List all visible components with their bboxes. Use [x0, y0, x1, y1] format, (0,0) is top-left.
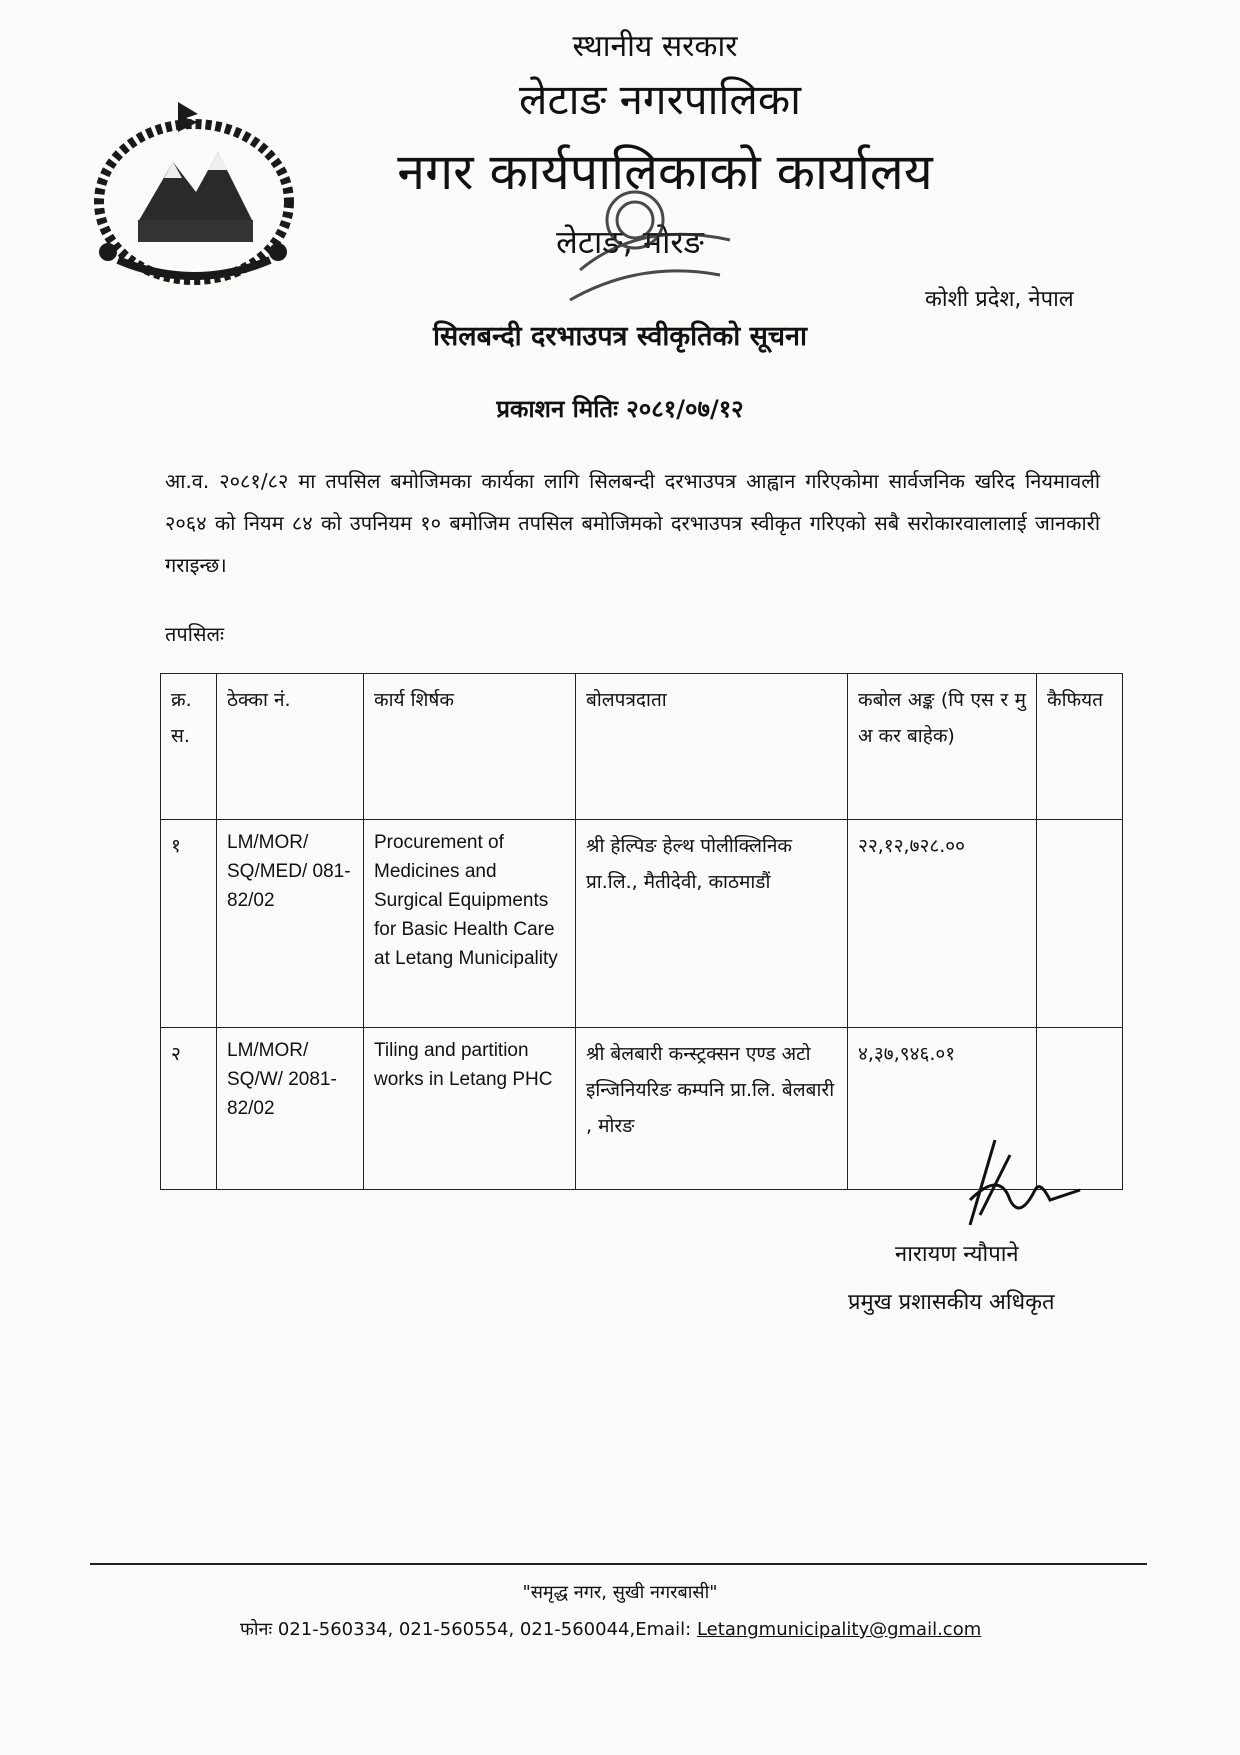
handwritten-signature-icon — [940, 1130, 1090, 1240]
cell-remarks — [1037, 820, 1123, 1028]
municipality-name: लेटाङ नगरपालिका — [519, 75, 801, 124]
cell-bidder: श्री हेल्पिङ हेल्थ पोलीक्लिनिक प्रा.लि., मैतीदेवी, काठमाडौं — [576, 820, 848, 1028]
footer-contact — [240, 1617, 981, 1641]
publication-date: प्रकाशन मितिः २०८१/०७/१२ — [496, 395, 744, 423]
signatory-name: नारायण न्यौपाने — [895, 1242, 1019, 1267]
cell-bid-amount: २२,१२,७२८.०० — [848, 820, 1037, 1028]
office-seal-stamp-icon — [560, 180, 750, 330]
bid-acceptance-table — [160, 673, 1123, 1190]
header-contract-no: ठेक्का नं. — [217, 674, 364, 820]
header-serial: क्र. स. — [161, 674, 217, 820]
cell-work-title: Procurement of Medicines and Surgical Equipments for Basic Health Care at Letang Municipality — [364, 820, 576, 1028]
email-label: Email: — [635, 1619, 692, 1640]
local-government-heading: स्थानीय सरकार — [572, 29, 738, 64]
details-label: तपसिलः — [165, 622, 225, 646]
cell-bid-amount: ४,३७,९४६.०१ — [848, 1028, 1037, 1190]
table-row — [161, 820, 1123, 1028]
table-header-row — [161, 674, 1123, 820]
notice-body: आ.व. २०८१/८२ मा तपसिल बमोजिमका कार्यका लागि सिलबन्दी दरभाउपत्र आह्वान गरिएकोमा सार्वजनिक खरिद नियमावली २०६४ को नियम ८४ को उपनियम १० बमोजिम तपसिल बमोजिमको दरभाउपत्र स्वीकृत गरिएको सबै सरोकारवालालाई जानकारी गराइन्छ। — [165, 469, 1100, 577]
header-bidder: बोलपत्रदाता — [576, 674, 848, 820]
footer-divider — [90, 1563, 1147, 1565]
cell-contract-no: LM/MOR/ SQ/W/ 2081-82/02 — [217, 1028, 364, 1190]
cell-bidder: श्री बेलबारी कन्स्ट्रक्सन एण्ड अटो इन्जिनियरिङ कम्पनि प्रा.लि. बेलबारी , मोरङ — [576, 1028, 848, 1190]
email-link[interactable]: Letangmunicipality@gmail.com — [696, 1619, 982, 1640]
office-location: लेटाङ, मोरङ — [556, 223, 704, 261]
signatory-title: प्रमुख प्रशासकीय अधिकृत — [848, 1290, 1055, 1315]
cell-work-title: Tiling and partition works in Letang PHC — [364, 1028, 576, 1190]
header-remarks: कैफियत — [1037, 674, 1123, 820]
cell-serial: २ — [161, 1028, 217, 1190]
phone-numbers: 021-560334, 021-560554, 021-560044, — [277, 1619, 636, 1640]
header-work-title: कार्य शिर्षक — [364, 674, 576, 820]
province-label: कोशी प्रदेश, नेपाल — [925, 287, 1074, 312]
notice-subject: सिलबन्दी दरभाउपत्र स्वीकृतिको सूचना — [433, 321, 807, 352]
header-bid-amount: कबोल अङ्क (पि एस र मु अ कर बाहेक) — [848, 674, 1037, 820]
footer-slogan: "समृद्ध नगर, सुखी नगरबासी" — [522, 1582, 718, 1603]
office-name: नगर कार्यपालिकाको कार्यालय — [397, 143, 933, 201]
cell-serial: १ — [161, 820, 217, 1028]
phone-label: फोनः — [240, 1619, 273, 1640]
cell-contract-no: LM/MOR/ SQ/MED/ 081-82/02 — [217, 820, 364, 1028]
